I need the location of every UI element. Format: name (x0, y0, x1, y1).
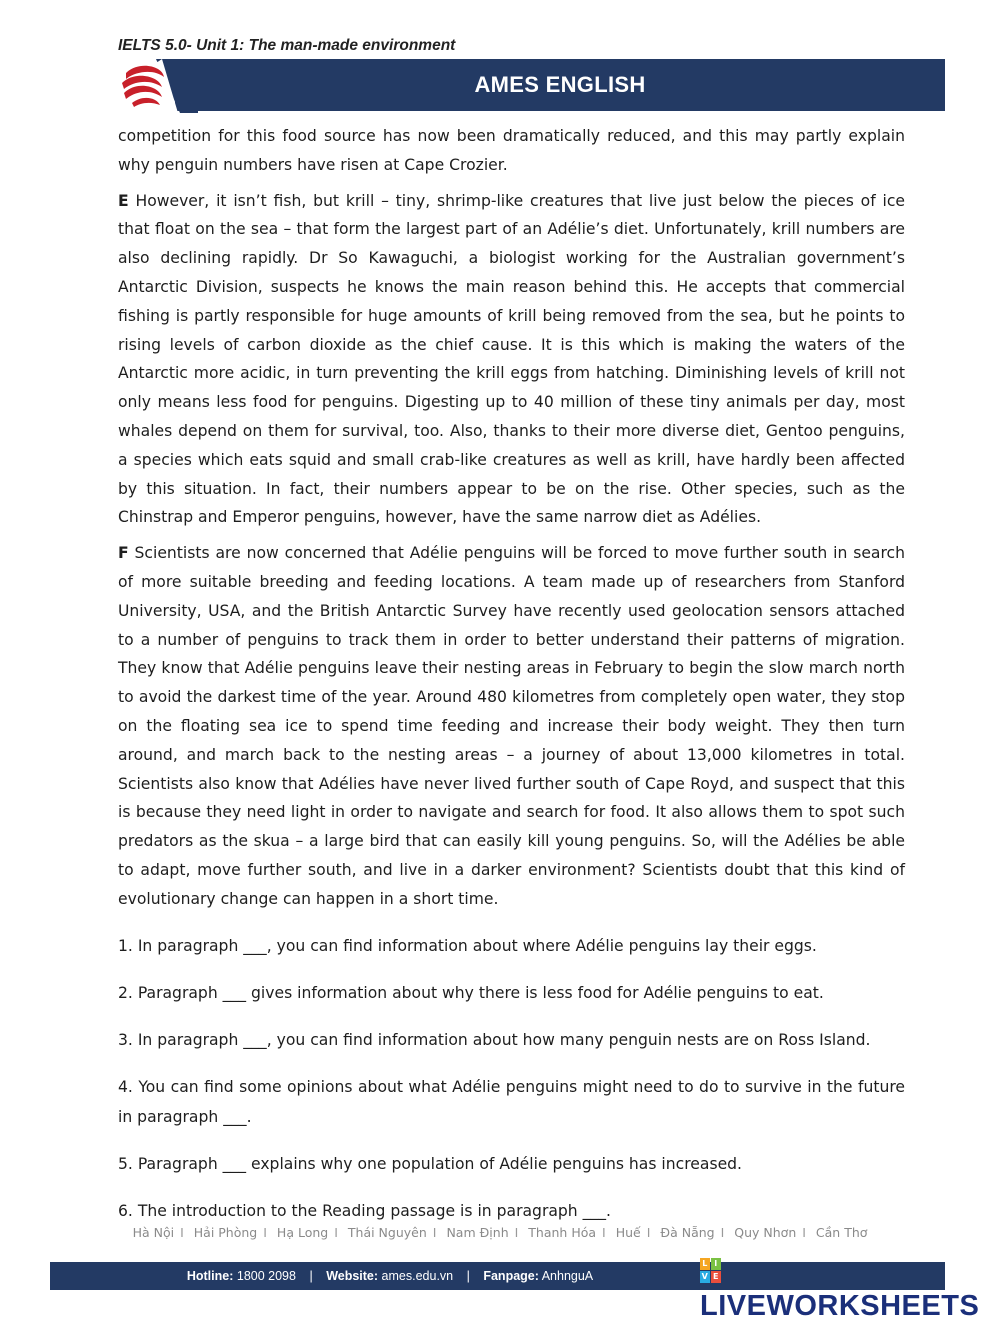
brand-name: AMES ENGLISH (474, 72, 646, 97)
footer-contact-bar: Hotline: 1800 2098 | Website: ames.edu.vn | Fanpage: AnhnguA (50, 1262, 945, 1290)
city: Quy Nhơn (734, 1225, 797, 1240)
city: Huế (615, 1225, 641, 1240)
footer-city-list: Hà Nội I Hải Phòng I Hạ Long I Thái Nguyên I Nam Định I Thanh Hóa I Huế I Đà Nẵng I Quy Nhơn I Cần Thơ (132, 1225, 868, 1240)
city: Thái Nguyên (347, 1225, 427, 1240)
paragraph-f-text: Scientists are now concerned that Adélie penguins will be forced to move further south in search of more suitable breeding and feeding locations. A team made up of researchers from Stanford University, USA, and the British Antarctic Survey have recently used geolocation sensors attached to a number of penguins to track them in order to better understand their patterns of migration. They know that Adélie penguins leave their nesting areas in February to begin the slow march north to avoid the darkest time of the year. Around 480 kilometres from completely open water, they stop on the floating sea ice to spend time feeding and increase their body weight. They then turn around, and march back to the nesting areas – a journey of about 13,000 kilometres in total. Scientists also know that Adélies have never lived further south of Cape Royd, and suspect that this is because they need light in order to navigate and search for food. It also allows them to spot such predators as the skua – a large bird that can easily kill young penguins. So, will the Adélies be able to adapt, move further south, and live in a darker environment? Scientists doubt that this kind of evolutionary change can happen in a short time. (118, 544, 905, 908)
hotline-label: Hotline: (186, 1269, 234, 1283)
watermark-text: LIVEWORKSHEETS (700, 1290, 980, 1322)
website-label: Website: (326, 1269, 379, 1283)
fanpage-link[interactable]: AnhnguA (541, 1269, 594, 1283)
city: Nam Định (446, 1225, 509, 1240)
liveworksheets-watermark (700, 1252, 1000, 1322)
passage-paragraph-continuation: competition for this food source has now been dramatically reduced, and this may partly explain why penguin numbers have risen at Cape Crozier. (118, 127, 905, 174)
passage-paragraph-f (118, 539, 905, 913)
question-5: 5. Paragraph ___ explains why one population of Adélie penguins has increased. (118, 1154, 743, 1173)
header-banner (175, 59, 945, 111)
city: Hải Phòng (193, 1225, 258, 1240)
website-link[interactable]: ames.edu.vn (381, 1269, 454, 1283)
hotline-number: 1800 2098 (236, 1269, 296, 1283)
paragraph-letter-e: E (118, 191, 129, 210)
ames-logo-icon (118, 59, 198, 113)
question-6: 6. The introduction to the Reading passage is in paragraph ___. (118, 1201, 611, 1220)
question-4: 4. You can find some opinions about what Adélie penguins might need to do to survive in the future in paragraph ___. (118, 1077, 905, 1126)
city: Hạ Long (276, 1225, 329, 1240)
paragraph-letter-f: F (118, 544, 129, 563)
city: Hà Nội (132, 1225, 175, 1240)
city: Thanh Hóa (528, 1225, 597, 1240)
city: Đà Nẵng (660, 1225, 715, 1240)
liveworksheets-logo-icon: L I V E (700, 1258, 722, 1284)
question-3: 3. In paragraph ___, you can find information about how many penguin nests are on Ross Island. (118, 1030, 871, 1049)
city: Cần Thơ (815, 1225, 868, 1240)
reading-passage (118, 122, 905, 1233)
paragraph-e-text: However, it isn’t fish, but krill – tiny, shrimp-like creatures that live just below the pieces of ice that float on the sea – that form the largest part of an Adélie’s diet. Unfortunately, krill numbers are also declining rapidly. Dr So Kawaguchi, a biologist working for the Australian government’s Antarctic Division, suspects he knows the main reason behind this. He accepts that commercial fishing is partly responsible for huge amounts of krill being removed from the sea, but he points to rising levels of carbon dioxide as the chief cause. It is this which is making the waters of the Antarctic more acidic, in turn preventing the krill eggs from hatching. Diminishing levels of krill not only means less food for penguins. Digesting up to 40 million of these tiny animals per day, most whales depend on them for survival, too. Also, thanks to their more diverse diet, Gentoo penguins, a species which eats squid and small crab-like creatures as well as krill, have hardly been affected by this situation. In fact, their numbers appear to be on the rise. Other species, such as the Chinstrap and Emperor penguins, however, have the same narrow diet as Adélies. (118, 191, 905, 527)
unit-title: IELTS 5.0- Unit 1: The man-made environment (118, 37, 456, 54)
question-1: 1. In paragraph ___, you can find information about where Adélie penguins lay their eggs. (118, 936, 817, 955)
fanpage-label: Fanpage: (483, 1269, 539, 1283)
question-2: 2. Paragraph ___ gives information about why there is less food for Adélie penguins to eat. (118, 983, 824, 1002)
passage-paragraph-e (118, 187, 905, 533)
